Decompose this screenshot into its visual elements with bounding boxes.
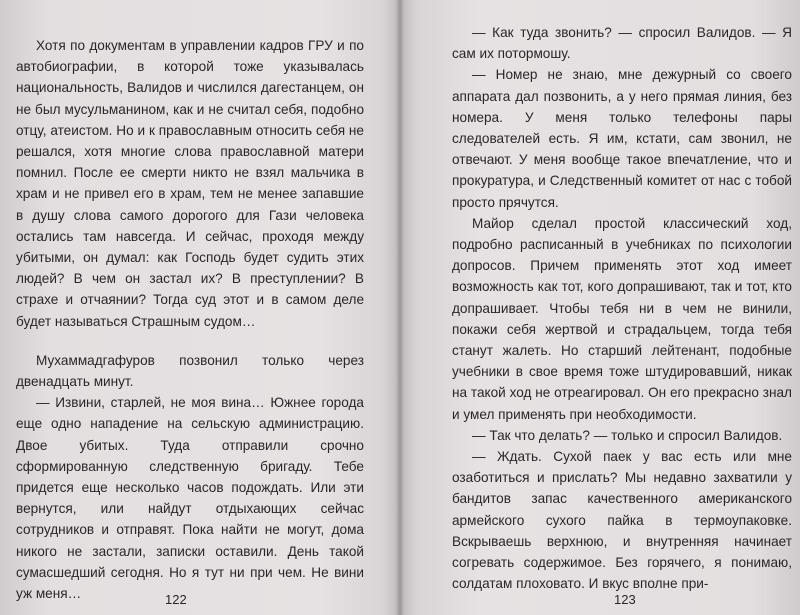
section-break <box>16 332 364 350</box>
page-number-right: 123 <box>614 592 636 607</box>
paragraph: Хотя по документам в управлении кадров ГРУ и по автобиографии, в которой тоже указывалась национальность, Валидов и числился дагестанцем, он не был мусульманином, как и не считал себя, подобно отцу, атеистом. Но и к православным относить себя не решался, хотя многие слова православной матери помнил. После ее смерти никто не взял мальчика в храм и не привел его в храм, тем не менее запавшие в душу слова самого дорогого для Гази человека остались там навсегда. И сейчас, проходя между убитыми, он думал: как Господь будет судить этих людей? В чем он застал их? В преступлении? В страхе и отчаянии? Тогда суд этот и в самом деле будет называться Страшным судом… <box>16 38 364 329</box>
right-page <box>400 0 800 615</box>
paragraph: — Извини, старлей, не моя вина… Южнее города еще одно нападение на сельскую администрацию. Двое убитых. Туда отправили срочно сформированную следственную бригаду. Тебе придется еще несколько часов подождать. Или эти вернутся, или найдут отдыхающих сейчас сотрудников и отправят. Пока найти не могут, дома никого не застали, записки оставили. День такой сумасшедший сегодня. Но я тут ни при чем. Не вини уж меня… <box>16 395 364 602</box>
paragraph: Мухаммадгафуров позвонил только через двенадцать минут. <box>16 352 364 390</box>
paragraph: — Так что делать? — только и спросил Валидов. <box>472 427 783 443</box>
right-page-text <box>452 22 792 594</box>
paragraph: Майор сделал простой классический ход, подробно расписанный в учебниках по психологии допросов. Причем применять этот ход имеет возможность как тот, кого допрашивают, так и тот, кто допрашивает. Чтобы тебя ни в чем не винили, покажи себя жертвой и страдальцем, тогда тебя станут жалеть. Но старший лейтенант, подобные учебники в свое время тоже штудировавший, никак на такой ход не отреагировал. Он его прекрасно знал и умел применять при необходимости. <box>452 215 792 422</box>
paragraph: — Ждать. Сухой паек у вас есть или мне озаботиться и прислать? Мы недавно захватили у бандитов запас качественного американского армейского сухого пайка в термоупаковке. Вскрываешь верхнюю, и внутренняя начинает согревать содержимое. Без горячего, я понимаю, солдатам плоховато. И вкус вполне при- <box>452 449 792 592</box>
page-number-left: 122 <box>165 592 187 607</box>
paragraph: — Номер не знаю, мне дежурный со своего аппарата дал позвонить, а у него прямая линия, без номера. У меня только телефоны пары следователей есть. Я им, кстати, сам звонил, не отвечают. У меня вообще такое впечатление, что и прокуратура, и Следственный комитет от нас с тобой просто прячутся. <box>452 67 792 210</box>
paragraph: — Как туда звонить? — спросил Валидов. — Я сам их потормошу. <box>452 25 792 62</box>
left-page-text <box>16 35 364 604</box>
